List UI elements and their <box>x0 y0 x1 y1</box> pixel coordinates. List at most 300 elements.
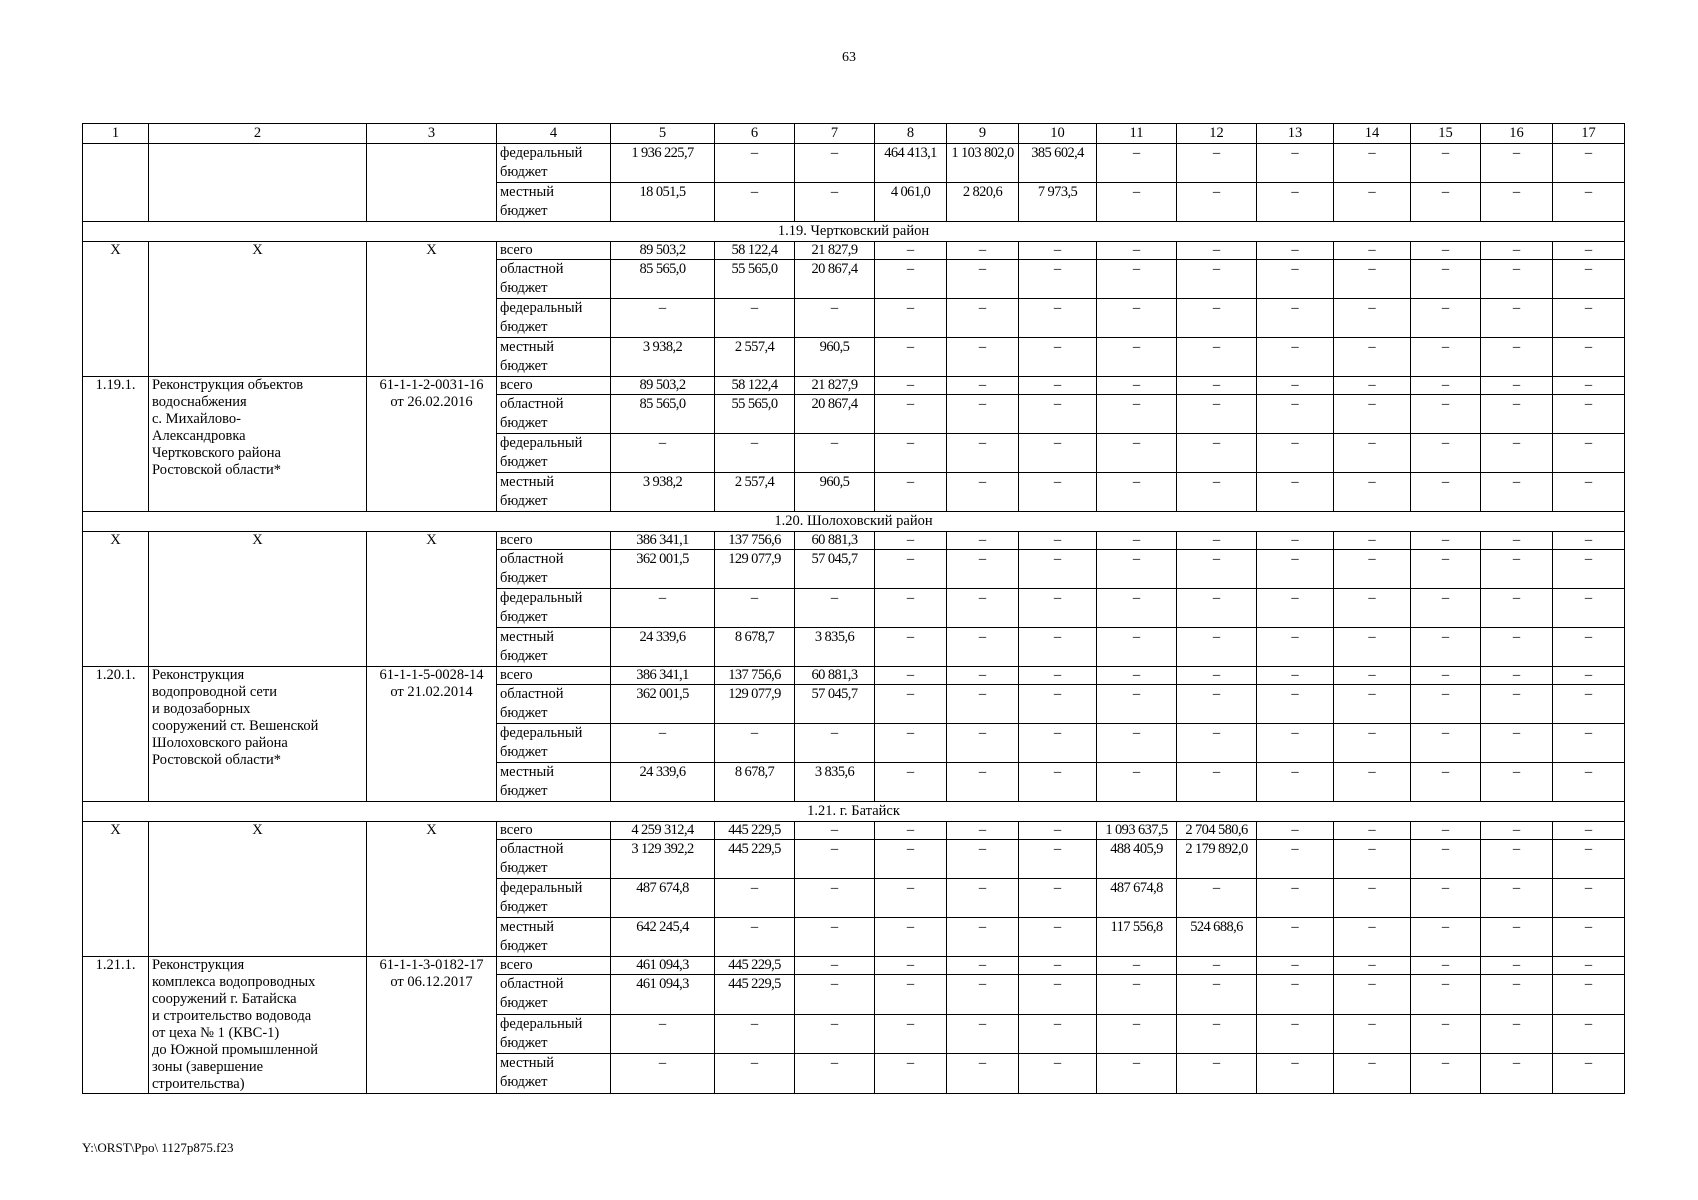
value-cell: – <box>1334 395 1411 434</box>
value-cell: 18 051,5 <box>611 183 715 222</box>
value-cell: – <box>795 918 875 957</box>
value-cell: 1 936 225,7 <box>611 144 715 183</box>
column-header: 2 <box>149 124 367 144</box>
value-cell: – <box>1177 434 1257 473</box>
budget-label: местный бюджет <box>497 338 611 377</box>
value-cell: – <box>1553 1014 1625 1054</box>
value-cell: – <box>1334 667 1411 685</box>
value-cell: – <box>1334 299 1411 338</box>
value-cell: – <box>1411 975 1481 1015</box>
value-cell: – <box>795 975 875 1015</box>
value-cell: – <box>875 260 947 299</box>
value-cell: – <box>1334 628 1411 667</box>
budget-label: местный бюджет <box>497 183 611 222</box>
value-cell: – <box>611 589 715 628</box>
value-cell: – <box>1553 532 1625 550</box>
value-cell: – <box>1411 338 1481 377</box>
value-cell: – <box>1257 667 1334 685</box>
value-cell: – <box>611 724 715 763</box>
value-cell: – <box>1553 550 1625 589</box>
x-mark: Х <box>367 242 497 377</box>
value-cell: – <box>1481 338 1553 377</box>
value-cell: – <box>1257 377 1334 395</box>
value-cell: – <box>715 299 795 338</box>
value-cell: – <box>1334 338 1411 377</box>
value-cell: 57 045,7 <box>795 550 875 589</box>
budget-label: всего <box>497 377 611 395</box>
value-cell: – <box>1481 724 1553 763</box>
value-cell: – <box>1097 1014 1177 1054</box>
value-cell: – <box>947 242 1019 260</box>
value-cell: 1 093 637,5 <box>1097 822 1177 840</box>
value-cell: – <box>1411 840 1481 879</box>
value-cell: 524 688,6 <box>1177 918 1257 957</box>
value-cell: – <box>1257 724 1334 763</box>
value-cell: – <box>1177 395 1257 434</box>
value-cell: 129 077,9 <box>715 550 795 589</box>
value-cell: 487 674,8 <box>611 879 715 918</box>
value-cell: – <box>1411 144 1481 183</box>
value-cell: 89 503,2 <box>611 377 715 395</box>
value-cell: – <box>947 1054 1019 1094</box>
x-mark: Х <box>149 822 367 957</box>
value-cell: 1 103 802,0 <box>947 144 1019 183</box>
value-cell: 20 867,4 <box>795 260 875 299</box>
value-cell: – <box>795 589 875 628</box>
value-cell: 21 827,9 <box>795 377 875 395</box>
value-cell: – <box>1257 260 1334 299</box>
value-cell: – <box>1553 144 1625 183</box>
budget-label: федеральный бюджет <box>497 299 611 338</box>
budget-label: областной бюджет <box>497 550 611 589</box>
empty-cell <box>367 144 497 222</box>
value-cell: – <box>875 1014 947 1054</box>
value-cell: – <box>1019 550 1097 589</box>
value-cell: – <box>875 957 947 975</box>
value-cell: – <box>1097 628 1177 667</box>
value-cell: – <box>1177 879 1257 918</box>
value-cell: – <box>1257 763 1334 802</box>
value-cell: – <box>1177 589 1257 628</box>
value-cell: – <box>1553 183 1625 222</box>
value-cell: – <box>1553 957 1625 975</box>
value-cell: – <box>1334 685 1411 724</box>
value-cell: – <box>1257 957 1334 975</box>
value-cell: – <box>1177 338 1257 377</box>
value-cell: – <box>1019 260 1097 299</box>
value-cell: – <box>715 589 795 628</box>
value-cell: – <box>1334 377 1411 395</box>
section-title: 1.20. Шолоховский район <box>83 512 1625 532</box>
column-header: 3 <box>367 124 497 144</box>
value-cell: – <box>1177 473 1257 512</box>
value-cell: – <box>1177 763 1257 802</box>
object-code: 61-1-1-3-0182-17 от 06.12.2017 <box>367 957 497 1094</box>
value-cell: – <box>1411 183 1481 222</box>
object-code: 61-1-1-2-0031-16 от 26.02.2016 <box>367 377 497 512</box>
value-cell: 55 565,0 <box>715 260 795 299</box>
value-cell: – <box>1411 1014 1481 1054</box>
value-cell: – <box>1257 1014 1334 1054</box>
value-cell: – <box>947 473 1019 512</box>
value-cell: 487 674,8 <box>1097 879 1177 918</box>
value-cell: 89 503,2 <box>611 242 715 260</box>
value-cell: – <box>875 667 947 685</box>
budget-label: федеральный бюджет <box>497 434 611 473</box>
value-cell: – <box>1553 685 1625 724</box>
value-cell: – <box>1411 299 1481 338</box>
value-cell: – <box>715 183 795 222</box>
value-cell: – <box>1097 685 1177 724</box>
value-cell: 3 938,2 <box>611 473 715 512</box>
budget-label: всего <box>497 822 611 840</box>
value-cell: – <box>1177 532 1257 550</box>
page-number: 63 <box>842 50 856 65</box>
value-cell: – <box>1177 144 1257 183</box>
value-cell: – <box>715 1014 795 1054</box>
value-cell: 24 339,6 <box>611 763 715 802</box>
value-cell: – <box>1019 1054 1097 1094</box>
value-cell: – <box>1097 667 1177 685</box>
value-cell: – <box>1481 840 1553 879</box>
section-title-row <box>83 222 1625 242</box>
value-cell: – <box>795 299 875 338</box>
value-cell: – <box>795 840 875 879</box>
column-header: 6 <box>715 124 795 144</box>
value-cell: – <box>611 434 715 473</box>
object-name: Реконструкция комплекса водопроводных сооружений г. Батайска и строительство водовода от цеха № 1 (КВС-1) до Южной промышленной зоны (завершение строительства) <box>149 957 367 1094</box>
value-cell: – <box>1411 667 1481 685</box>
value-cell: – <box>875 975 947 1015</box>
value-cell: – <box>1481 667 1553 685</box>
column-header: 4 <box>497 124 611 144</box>
value-cell: – <box>1481 879 1553 918</box>
empty-cell <box>83 144 149 222</box>
value-cell: – <box>875 532 947 550</box>
value-cell: – <box>1481 395 1553 434</box>
value-cell: – <box>1257 822 1334 840</box>
value-cell: – <box>947 840 1019 879</box>
value-cell: – <box>1019 628 1097 667</box>
value-cell: – <box>947 260 1019 299</box>
value-cell: – <box>947 628 1019 667</box>
value-cell: – <box>795 1014 875 1054</box>
value-cell: – <box>947 299 1019 338</box>
value-cell: – <box>795 957 875 975</box>
value-cell: 2 820,6 <box>947 183 1019 222</box>
value-cell: – <box>1481 260 1553 299</box>
value-cell: – <box>947 763 1019 802</box>
value-cell: 3 938,2 <box>611 338 715 377</box>
budget-label: областной бюджет <box>497 975 611 1015</box>
value-cell: 445 229,5 <box>715 975 795 1015</box>
value-cell: – <box>1481 473 1553 512</box>
object-number: 1.21.1. <box>83 957 149 1094</box>
value-cell: – <box>1257 299 1334 338</box>
budget-label: местный бюджет <box>497 628 611 667</box>
value-cell: – <box>947 434 1019 473</box>
value-cell: – <box>1019 242 1097 260</box>
value-cell: – <box>1257 879 1334 918</box>
value-cell: – <box>875 589 947 628</box>
budget-label: федеральный бюджет <box>497 724 611 763</box>
value-cell: – <box>1257 550 1334 589</box>
value-cell: – <box>1481 242 1553 260</box>
value-cell: 58 122,4 <box>715 377 795 395</box>
value-cell: – <box>1411 589 1481 628</box>
x-mark: Х <box>149 532 367 667</box>
value-cell: – <box>1553 918 1625 957</box>
value-cell: – <box>1481 628 1553 667</box>
value-cell: 362 001,5 <box>611 685 715 724</box>
value-cell: – <box>1019 840 1097 879</box>
value-cell: – <box>947 685 1019 724</box>
value-cell: – <box>1257 589 1334 628</box>
table-row <box>83 532 1625 550</box>
section-title: 1.21. г. Батайск <box>83 802 1625 822</box>
x-mark: Х <box>367 822 497 957</box>
value-cell: – <box>1019 763 1097 802</box>
value-cell: – <box>1257 628 1334 667</box>
value-cell: 8 678,7 <box>715 763 795 802</box>
value-cell: – <box>1411 242 1481 260</box>
value-cell: – <box>611 1054 715 1094</box>
value-cell: – <box>1334 242 1411 260</box>
budget-label: всего <box>497 532 611 550</box>
value-cell: – <box>1334 473 1411 512</box>
value-cell: – <box>1334 918 1411 957</box>
value-cell: 386 341,1 <box>611 532 715 550</box>
value-cell: 4 061,0 <box>875 183 947 222</box>
table-row <box>83 667 1625 685</box>
value-cell: 461 094,3 <box>611 957 715 975</box>
value-cell: – <box>875 377 947 395</box>
value-cell: 488 405,9 <box>1097 840 1177 879</box>
value-cell: 2 557,4 <box>715 338 795 377</box>
value-cell: – <box>1481 183 1553 222</box>
column-header: 15 <box>1411 124 1481 144</box>
value-cell: – <box>1553 667 1625 685</box>
header-row <box>83 124 1625 144</box>
value-cell: – <box>1177 628 1257 667</box>
value-cell: – <box>1553 628 1625 667</box>
value-cell: – <box>1334 822 1411 840</box>
value-cell: – <box>1019 395 1097 434</box>
value-cell: – <box>1257 395 1334 434</box>
value-cell: – <box>1097 957 1177 975</box>
value-cell: – <box>1481 763 1553 802</box>
budget-label: федеральный бюджет <box>497 879 611 918</box>
value-cell: – <box>1257 183 1334 222</box>
footer-path: Y:\ORST\Ppo\ 1127p875.f23 <box>82 1140 234 1155</box>
value-cell: – <box>875 763 947 802</box>
value-cell: – <box>1553 822 1625 840</box>
value-cell: – <box>1481 685 1553 724</box>
value-cell: – <box>1411 918 1481 957</box>
value-cell: – <box>1019 299 1097 338</box>
value-cell: – <box>1481 532 1553 550</box>
value-cell: – <box>1411 724 1481 763</box>
value-cell: – <box>1553 1054 1625 1094</box>
value-cell: – <box>1411 473 1481 512</box>
value-cell: – <box>947 975 1019 1015</box>
value-cell: – <box>875 840 947 879</box>
value-cell: – <box>875 242 947 260</box>
table-row <box>83 822 1625 840</box>
value-cell: – <box>875 434 947 473</box>
value-cell: – <box>1019 473 1097 512</box>
value-cell: 55 565,0 <box>715 395 795 434</box>
value-cell: 7 973,5 <box>1019 183 1097 222</box>
value-cell: 385 602,4 <box>1019 144 1097 183</box>
column-header: 9 <box>947 124 1019 144</box>
value-cell: – <box>1019 377 1097 395</box>
value-cell: – <box>875 338 947 377</box>
value-cell: – <box>1097 299 1177 338</box>
value-cell: – <box>875 1054 947 1094</box>
value-cell: – <box>1177 685 1257 724</box>
value-cell: – <box>1257 1054 1334 1094</box>
value-cell: – <box>1097 144 1177 183</box>
value-cell: – <box>1334 957 1411 975</box>
value-cell: – <box>1334 589 1411 628</box>
value-cell: 60 881,3 <box>795 532 875 550</box>
value-cell: – <box>1097 242 1177 260</box>
value-cell: – <box>875 822 947 840</box>
object-code: 61-1-1-5-0028-14 от 21.02.2014 <box>367 667 497 802</box>
value-cell: – <box>1553 589 1625 628</box>
value-cell: 642 245,4 <box>611 918 715 957</box>
value-cell: – <box>1553 975 1625 1015</box>
value-cell: – <box>1334 550 1411 589</box>
value-cell: – <box>1177 975 1257 1015</box>
value-cell: – <box>1177 183 1257 222</box>
value-cell: – <box>1334 1014 1411 1054</box>
value-cell: – <box>1019 338 1097 377</box>
value-cell: 85 565,0 <box>611 260 715 299</box>
budget-label: областной бюджет <box>497 840 611 879</box>
value-cell: – <box>1257 242 1334 260</box>
budget-label: областной бюджет <box>497 685 611 724</box>
value-cell: – <box>1097 473 1177 512</box>
value-cell: – <box>1177 1054 1257 1094</box>
budget-label: местный бюджет <box>497 1054 611 1094</box>
value-cell: – <box>1019 822 1097 840</box>
value-cell: – <box>947 918 1019 957</box>
value-cell: – <box>1334 1054 1411 1094</box>
value-cell: 57 045,7 <box>795 685 875 724</box>
value-cell: – <box>611 1014 715 1054</box>
value-cell: – <box>1097 532 1177 550</box>
value-cell: 445 229,5 <box>715 822 795 840</box>
value-cell: – <box>947 338 1019 377</box>
value-cell: 386 341,1 <box>611 667 715 685</box>
value-cell: 117 556,8 <box>1097 918 1177 957</box>
object-name: Реконструкция водопроводной сети и водозаборных сооружений ст. Вешенской Шолоховского района Ростовской области* <box>149 667 367 802</box>
value-cell: 461 094,3 <box>611 975 715 1015</box>
value-cell: 3 835,6 <box>795 628 875 667</box>
value-cell: – <box>1334 532 1411 550</box>
column-header: 10 <box>1019 124 1097 144</box>
table-body <box>83 124 1625 1094</box>
column-header: 13 <box>1257 124 1334 144</box>
value-cell: – <box>1097 975 1177 1015</box>
value-cell: 85 565,0 <box>611 395 715 434</box>
value-cell: – <box>1177 957 1257 975</box>
value-cell: 960,5 <box>795 338 875 377</box>
value-cell: – <box>1097 183 1177 222</box>
column-header: 11 <box>1097 124 1177 144</box>
column-header: 7 <box>795 124 875 144</box>
value-cell: 8 678,7 <box>715 628 795 667</box>
value-cell: – <box>1334 144 1411 183</box>
value-cell: – <box>1097 338 1177 377</box>
value-cell: – <box>1177 724 1257 763</box>
table-row <box>83 144 1625 183</box>
value-cell: – <box>1257 434 1334 473</box>
value-cell: – <box>1177 667 1257 685</box>
value-cell: – <box>795 434 875 473</box>
budget-label: федеральный бюджет <box>497 1014 611 1054</box>
table-row <box>83 957 1625 975</box>
value-cell: – <box>1481 589 1553 628</box>
value-cell: – <box>1334 879 1411 918</box>
value-cell: – <box>1481 1014 1553 1054</box>
value-cell: – <box>875 879 947 918</box>
value-cell: – <box>875 628 947 667</box>
column-header: 1 <box>83 124 149 144</box>
value-cell: – <box>1411 395 1481 434</box>
value-cell: – <box>1097 260 1177 299</box>
value-cell: – <box>1553 242 1625 260</box>
value-cell: 21 827,9 <box>795 242 875 260</box>
value-cell: – <box>875 473 947 512</box>
value-cell: – <box>1097 589 1177 628</box>
x-mark: Х <box>83 242 149 377</box>
value-cell: – <box>1334 975 1411 1015</box>
budget-label: федеральный бюджет <box>497 589 611 628</box>
column-header: 5 <box>611 124 715 144</box>
value-cell: 2 179 892,0 <box>1177 840 1257 879</box>
value-cell: – <box>1019 589 1097 628</box>
value-cell: – <box>1411 957 1481 975</box>
value-cell: – <box>1553 879 1625 918</box>
value-cell: – <box>1097 724 1177 763</box>
value-cell: – <box>947 395 1019 434</box>
x-mark: Х <box>367 532 497 667</box>
value-cell: – <box>1097 763 1177 802</box>
value-cell: – <box>1481 975 1553 1015</box>
value-cell: – <box>1334 434 1411 473</box>
value-cell: – <box>1257 473 1334 512</box>
value-cell: – <box>1411 822 1481 840</box>
value-cell: – <box>1553 260 1625 299</box>
value-cell: – <box>1019 957 1097 975</box>
value-cell: – <box>1553 299 1625 338</box>
value-cell: – <box>875 395 947 434</box>
value-cell: – <box>1411 377 1481 395</box>
value-cell: – <box>1481 144 1553 183</box>
value-cell: – <box>1019 532 1097 550</box>
value-cell: 3 835,6 <box>795 763 875 802</box>
value-cell: – <box>1411 434 1481 473</box>
value-cell: – <box>1411 1054 1481 1094</box>
budget-label: всего <box>497 667 611 685</box>
value-cell: – <box>1097 434 1177 473</box>
value-cell: – <box>875 550 947 589</box>
value-cell: – <box>1481 918 1553 957</box>
value-cell: 362 001,5 <box>611 550 715 589</box>
